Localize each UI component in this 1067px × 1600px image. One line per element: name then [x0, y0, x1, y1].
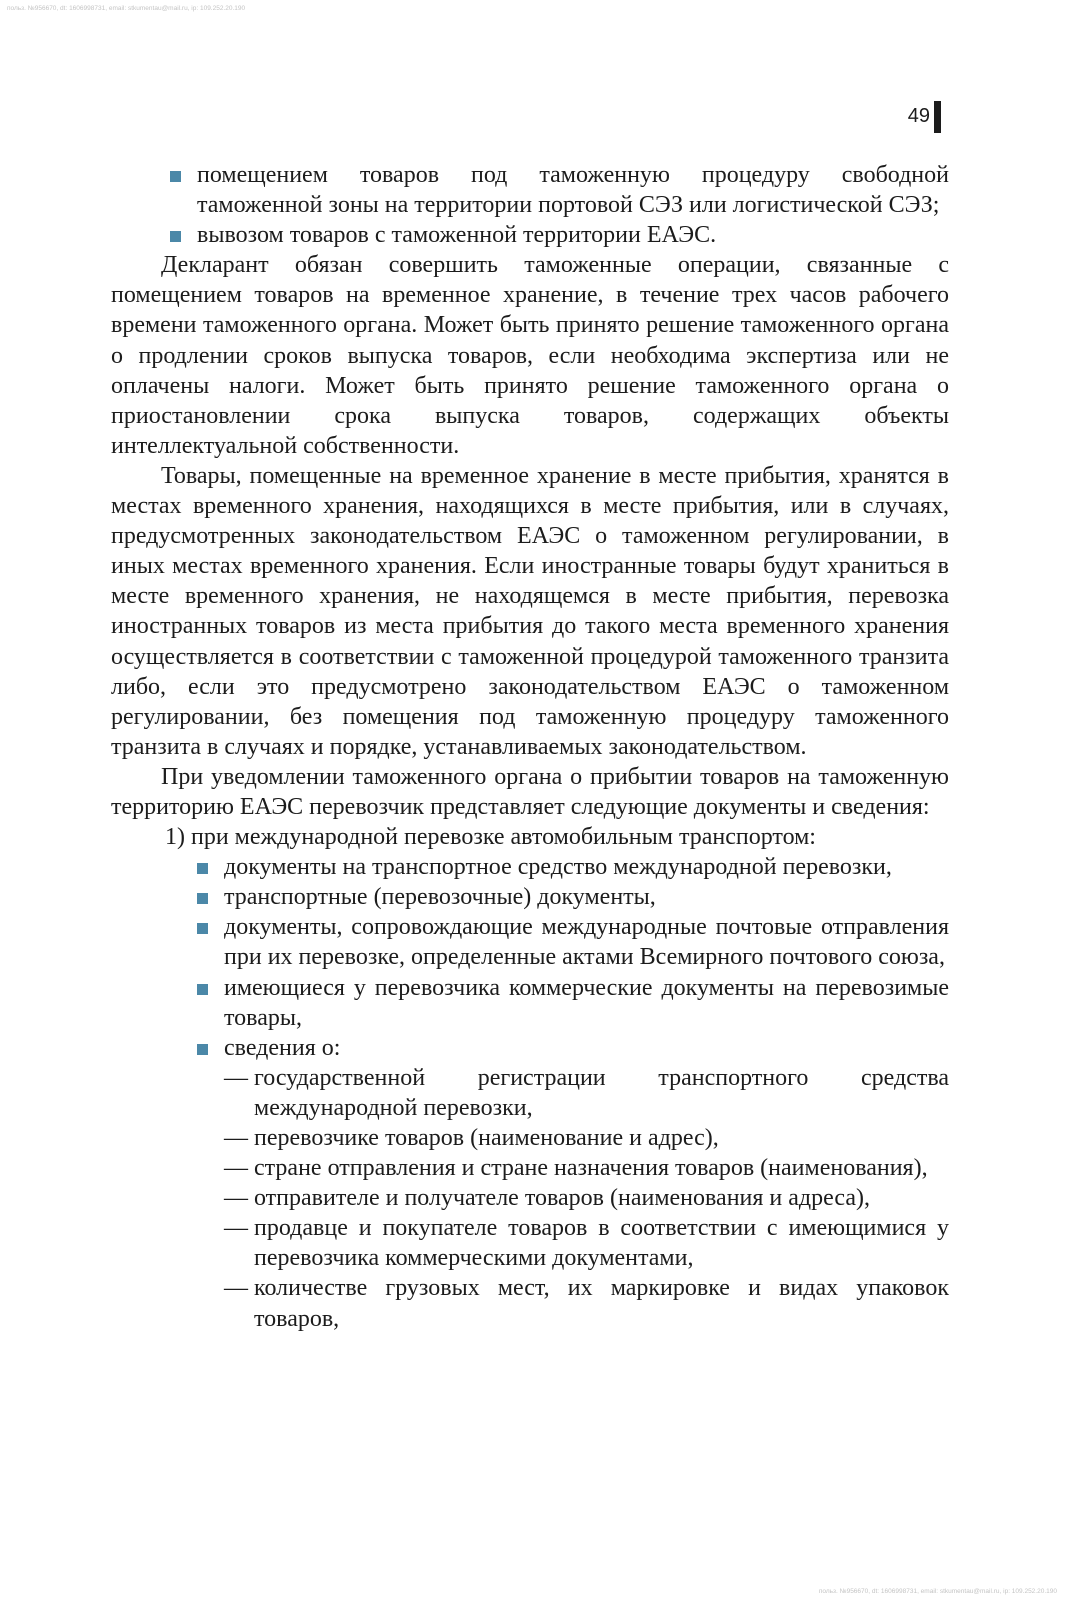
watermark-top: польз. №956670, dt: 1606998731, email: stkumentau@mail.ru, ip: 109.252.20.190	[7, 5, 246, 12]
square-bullet-icon	[197, 984, 208, 995]
dash-marker: —	[224, 1185, 248, 1212]
dash-marker: —	[224, 1275, 248, 1302]
dash-item	[111, 1213, 949, 1273]
bullet-item	[111, 1033, 949, 1063]
bullet-text: документы на транспортное средство международной перевозки,	[224, 854, 892, 881]
dash-marker: —	[224, 1155, 248, 1182]
dash-marker: —	[224, 1125, 248, 1151]
bullet-item	[111, 220, 949, 250]
paragraph: При уведомлении таможенного органа о прибытии товаров на таможенную территорию ЕАЭС перевозчик представляет следующие документы и сведения:	[111, 763, 949, 820]
paragraph: Товары, помещенные на временное хранение в месте прибытия, хранятся в местах временного хранения, находящихся в месте прибытия, или в случаях, предусмотренных законодательством ЕАЭС о таможенном регулировании, в иных местах временного хранения. Если иностранные товары будут храниться в месте временного хранения, не находящемся в месте прибытия, перевозка иностранных товаров из места прибытия до такого места временного хранения осуществляется в соответствии с таможенной процедурой таможенного транзита либо, если это предусмотрено законодательством ЕАЭС о таможенном регулировании, без помещения под таможенную процедуру таможенного транзита в случаях и порядке, устанавливаемых законодательством.	[111, 462, 949, 760]
square-bullet-icon	[170, 171, 181, 182]
numbered-item: 1) при международной перевозке автомобильным транспортом:	[165, 824, 816, 851]
dash-text: количестве грузовых мест, их маркировке и видах упаковок товаров,	[254, 1275, 949, 1332]
bullet-item	[111, 912, 949, 972]
paragraph: Декларант обязан совершить таможенные операции, связанные с помещением товаров на временное хранение, в течение трех часов рабочего времени таможенного органа. Может быть принято решение таможенного органа о продлении сроков выпуска товаров, если необходима экспертиза или не оплачены налоги. Может быть принято решение таможенного органа о приостановлении срока выпуска товаров, содержащих объекты интеллектуальной собственности.	[111, 252, 949, 459]
bullet-item	[111, 973, 949, 1033]
dash-text: перевозчике товаров (наименование и адрес),	[254, 1125, 719, 1151]
square-bullet-icon	[197, 893, 208, 904]
dash-item	[111, 1273, 949, 1333]
dash-item	[111, 1063, 949, 1123]
bullet-item	[111, 160, 949, 220]
dash-marker: —	[224, 1064, 248, 1091]
bullet-text: сведения о:	[224, 1034, 341, 1061]
page-number: 49	[907, 105, 930, 127]
dash-text: отправителе и получателе товаров (наименования и адреса),	[254, 1185, 870, 1212]
watermark-bottom: польз. №956670, dt: 1606998731, email: stkumentau@mail.ru, ip: 109.252.20.190	[818, 1588, 1057, 1595]
dash-text: государственной регистрации транспортного средства международной перевозки,	[254, 1064, 949, 1121]
dash-item	[111, 1153, 949, 1183]
dash-marker: —	[224, 1215, 248, 1242]
page-marker-bar	[934, 101, 941, 133]
bullet-text: документы, сопровождающие международные почтовые отправления при их перевозке, определенные актами Всемирного почтового союза,	[224, 914, 949, 971]
bullet-text: имеющиеся у перевозчика коммерческие документы на перевозимые товары,	[224, 974, 949, 1031]
dash-item	[111, 1183, 949, 1213]
dash-item	[111, 1123, 949, 1153]
dash-text: продавце и покупателе товаров в соответствии с имеющимися у перевозчика коммерческими документами,	[254, 1215, 949, 1272]
bullet-item	[111, 882, 949, 912]
square-bullet-icon	[170, 231, 181, 242]
bullet-text: транспортные (перевозочные) документы,	[224, 884, 656, 911]
bullet-text: помещением товаров под таможенную процедуру свободной таможенной зоны на территории портовой СЭЗ или логистической СЭЗ;	[197, 162, 949, 219]
square-bullet-icon	[197, 923, 208, 934]
square-bullet-icon	[197, 1044, 208, 1055]
bullet-text: вывозом товаров с таможенной территории ЕАЭС.	[197, 222, 717, 249]
dash-text: стране отправления и стране назначения товаров (наименования),	[254, 1155, 928, 1182]
page-body	[111, 160, 949, 1334]
square-bullet-icon	[197, 863, 208, 874]
bullet-item	[111, 852, 949, 882]
